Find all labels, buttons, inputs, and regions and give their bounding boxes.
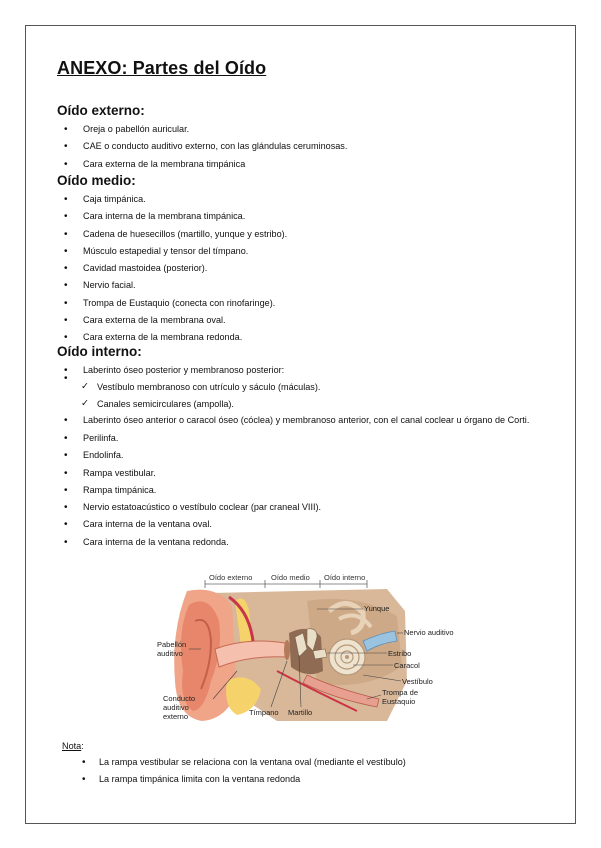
label-trompa-line2: Eustaquio — [382, 697, 416, 706]
region-label-oido-externo: Oído externo — [209, 573, 253, 582]
note-label — [62, 741, 84, 751]
label-vestibulo: Vestíbulo — [402, 677, 433, 686]
label-pabellon-line2: auditivo — [157, 649, 183, 658]
sublist-item: ✓ Canales semicirculares (ampolla). — [57, 396, 557, 413]
ear-anatomy-figure — [157, 571, 462, 729]
label-yunque: Yunque — [364, 604, 390, 613]
section-heading-oido-interno: Oído interno: — [57, 344, 142, 359]
sublist-container — [57, 379, 557, 412]
note-item: • La rampa vestibular se relaciona con la ventana oval (mediante el vestíbulo) — [62, 754, 406, 771]
list-oido-medio — [57, 191, 557, 347]
list-item: • Trompa de Eustaquio (conecta con rinofaringe). — [57, 295, 557, 312]
label-conducto-line2: auditivo — [163, 703, 189, 712]
region-label-oido-interno: Oído interno — [324, 573, 366, 582]
cochlea-center — [345, 655, 349, 659]
list-item: • Nervio estatoacústico o vestíbulo coclear (par craneal VIII). — [57, 499, 557, 516]
document-title: ANEXO: Partes del Oído — [57, 58, 267, 78]
stapes — [313, 649, 327, 659]
label-martillo: Martillo — [288, 708, 313, 717]
list-item: • Laberinto óseo anterior o caracol óseo (cóclea) y membranoso anterior, con el canal coclear u órgano de Corti. — [57, 412, 557, 430]
list-item: • Rampa timpánica. — [57, 482, 557, 499]
note-label-suffix: : — [81, 741, 84, 751]
sublist-item: ✓ • Vestíbulo membranoso con utrículo y sáculo (máculas). — [57, 379, 557, 396]
list-item: • Caja timpánica. — [57, 191, 557, 208]
list-item: • Nervio facial. — [57, 277, 557, 294]
label-conducto-line3: externo — [163, 712, 189, 721]
label-timpano: Tímpano — [249, 708, 279, 717]
list-item: • Rampa vestibular. — [57, 465, 557, 482]
list-oido-interno — [57, 362, 557, 551]
label-caracol: Caracol — [394, 661, 420, 670]
label-conducto-line1: Conducto — [163, 694, 196, 703]
list-item: • CAE o conducto auditivo externo, con las glándulas ceruminosas. — [57, 138, 557, 155]
section-heading-oido-medio: Oído medio: — [57, 173, 136, 188]
note-label-text: Nota — [62, 741, 82, 751]
label-nervio-auditivo: Nervio auditivo — [404, 628, 454, 637]
list-item: • Cara externa de la membrana oval. — [57, 312, 557, 329]
note-item: • La rampa timpánica limita con la ventana redonda — [62, 771, 406, 788]
list-item: • Cara interna de la ventana redonda. — [57, 534, 557, 551]
list-item: • Cara interna de la membrana timpánica. — [57, 208, 557, 225]
label-estribo: Estribo — [388, 649, 412, 658]
section-heading-oido-externo: Oído externo: — [57, 103, 145, 118]
list-item: • Cara interna de la ventana oval. — [57, 516, 557, 533]
tympanic-membrane — [284, 640, 290, 660]
region-label-oido-medio: Oído medio — [271, 573, 310, 582]
sublist-laberinto-posterior — [57, 379, 557, 412]
note-list — [62, 754, 406, 788]
list-item: • Cadena de huesecillos (martillo, yunque y estribo). — [57, 226, 557, 243]
list-oido-externo — [57, 121, 557, 173]
list-item: • Músculo estapedial y tensor del tímpano. — [57, 243, 557, 260]
list-item: • Oreja o pabellón auricular. — [57, 121, 557, 138]
list-item: • Cara externa de la membrana redonda. — [57, 329, 557, 346]
label-trompa-line1: Trompa de — [382, 688, 418, 697]
label-pabellon-line1: Pabellón — [157, 640, 187, 649]
list-item: • Cara externa de la membrana timpánica — [57, 156, 557, 173]
list-item: • Endolinfa. — [57, 447, 557, 464]
list-item: • Perilinfa. — [57, 430, 557, 447]
list-item: • Cavidad mastoidea (posterior). — [57, 260, 557, 277]
list-item-text: Laberinto óseo posterior y membranoso posterior: — [83, 365, 285, 375]
list-item — [57, 362, 557, 379]
